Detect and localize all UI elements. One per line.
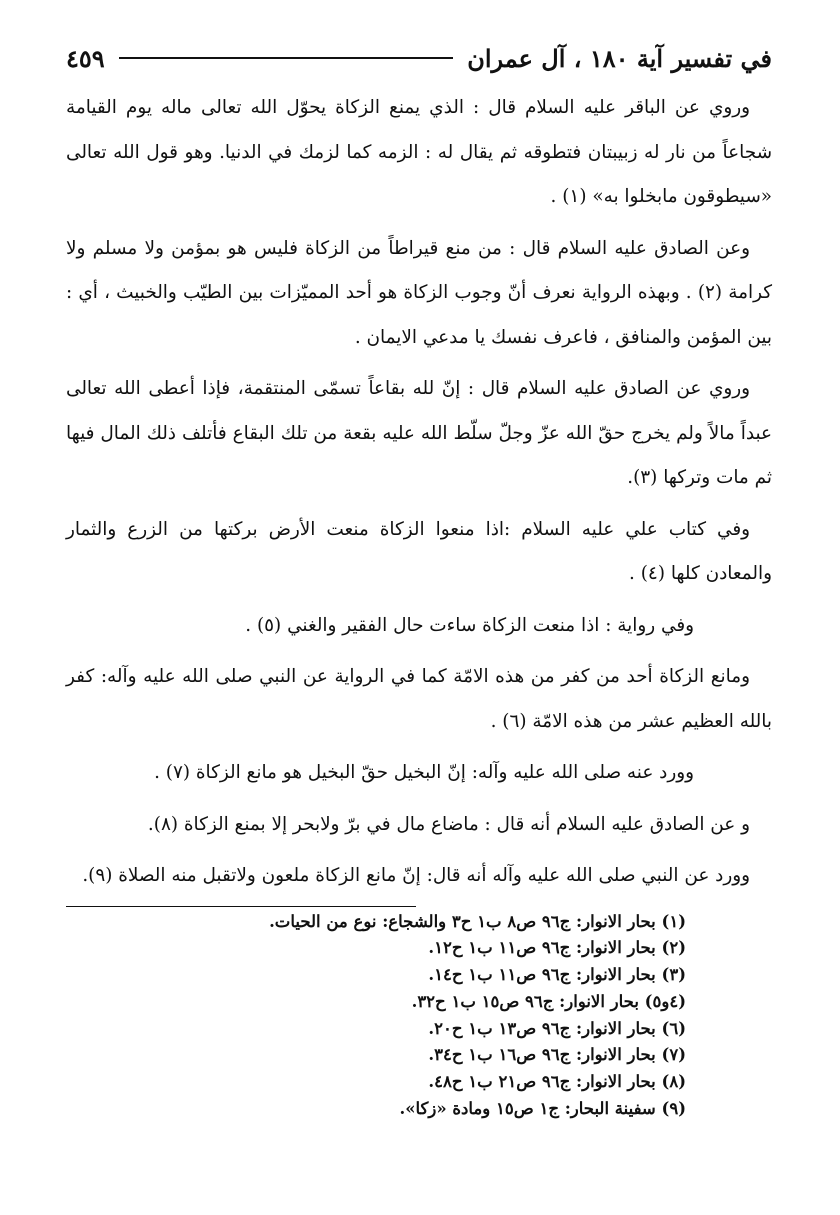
- header-rule: [119, 57, 454, 59]
- running-title: في تفسير آية ١٨٠ ، آل عمران: [467, 43, 772, 73]
- paragraph-7: وورد عنه صلى الله عليه وآله: إنّ البخيل حقّ البخيل هو مانع الزكاة (٧) .: [154, 762, 694, 783]
- page-number: ٤٥٩: [66, 43, 105, 73]
- footnote-6: (٦) بحار الانوار: ج٩٦ ص١٣ ب١ ح٢٠.: [428, 1018, 686, 1038]
- paragraph-8: و عن الصادق عليه السلام أنه قال : ماضاع مال في برّ ولابحر إلا بمنع الزكاة (٨).: [147, 813, 750, 835]
- paragraph-2: وعن الصادق عليه السلام قال : من منع قيراطاً من الزكاة فليس هو بمؤمن ولا مسلم ولا كرامة (٢) . وبهذه الرواية نعرف أنّ وجوب الزكاة هو أحد المميّزات بين الطيّب والخبيث ، أي : بين المؤمن والمنافق ، فاعرف نفسك يا مدعي الايمان .: [66, 237, 772, 348]
- paragraph-1: وروي عن الباقر عليه السلام قال : الذي يمنع الزكاة يحوّل الله تعالى ماله يوم القيامة شجاعاً من نار له زبيبتان فتطوقه ثم يقال له : الزمه كما لزمك في الدنيا. وهو قول الله تعالى «سيطوقون مابخلوا به» (١) .: [66, 97, 772, 207]
- footnote-3: (٣) بحار الانوار: ج٩٦ ص١١ ب١ ح١٤.: [428, 965, 686, 985]
- paragraph-6: ومانع الزكاة أحد من كفر من هذه الامّة كما في الرواية عن النبي صلى الله عليه وآله: كفر بالله العظيم عشر من هذه الامّة (٦) .: [66, 666, 772, 732]
- footnote-9: (٩) سفينة البحار: ج١ ص١٥ ومادة «زكا».: [399, 1099, 686, 1119]
- paragraph-5: وفي رواية : اذا منعت الزكاة ساءت حال الفقير والغني (٥) .: [245, 614, 694, 636]
- footnote-8: (٨) بحار الانوار: ج٩٦ ص٢١ ب١ ح٤٨.: [428, 1072, 686, 1092]
- footnotes: [66, 909, 686, 1123]
- body-text: [66, 86, 772, 899]
- footnote-4-5: (٤و٥) بحار الانوار: ج٩٦ ص١٥ ب١ ح٣٢.: [411, 991, 686, 1011]
- paragraph-9: وورد عن النبي صلى الله عليه وآله أنه قال: إنّ مانع الزكاة ملعون ولاتقبل منه الصلاة (٩).: [82, 865, 750, 886]
- footnote-2: (٢) بحار الانوار: ج٩٦ ص١١ ب١ ح١٢.: [428, 938, 686, 958]
- footnote-divider: [66, 906, 416, 907]
- running-header: [66, 36, 772, 80]
- paragraph-4: وفي كتاب علي عليه السلام :اذا منعوا الزكاة منعت الأرض بركتها من الزرع والثمار والمعادن كلها (٤) .: [66, 518, 772, 584]
- footnote-7: (٧) بحار الانوار: ج٩٦ ص١٦ ب١ ح٣٤.: [428, 1045, 686, 1065]
- footnote-1: (١) بحار الانوار: ج٩٦ ص٨ ب١ ح٣ والشجاع: نوع من الحيات.: [269, 911, 686, 931]
- paragraph-3: وروي عن الصادق عليه السلام قال : إنّ لله بقاعاً تسمّى المنتقمة، فإذا أعطى الله تعالى عبداً مالاً ولم يخرج حقّ الله عزّ وجلّ سلّط الله عليه بقعة من تلك البقاع فأتلف ذلك المال فيها ثم مات وتركها (٣).: [66, 378, 772, 488]
